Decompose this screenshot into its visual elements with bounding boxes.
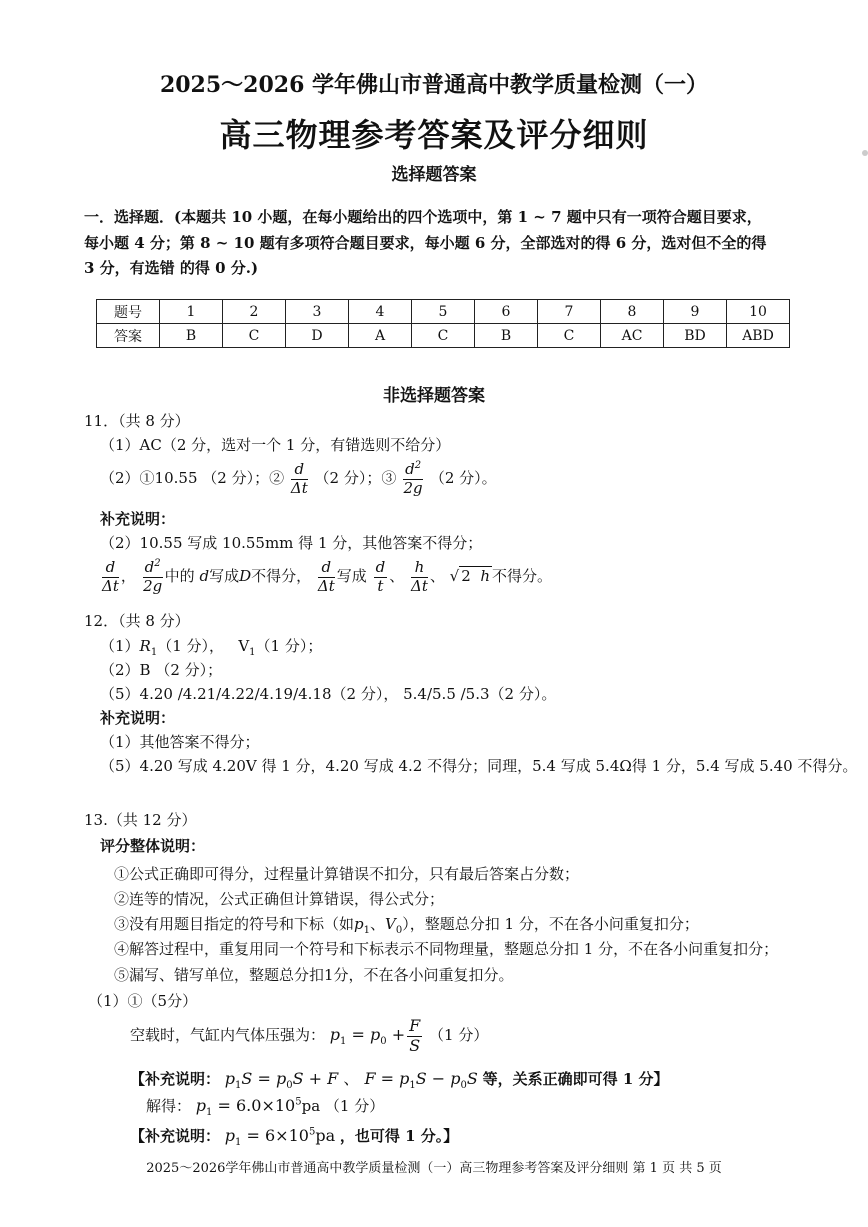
table-cell-question: 6 [475, 300, 538, 324]
text-fragment: 空载时，气缸内气体压强为： [130, 1026, 326, 1044]
q12-supplement-title: 补充说明： [100, 709, 176, 727]
choice-intro-line3: 3 分，有选错 的得 0 分.) [84, 259, 259, 277]
text-fragment: pa [315, 1126, 336, 1145]
table-cell-question: 10 [727, 300, 790, 324]
formula-d-over-dt: $\frac{d}{\Delta t}$ [317, 557, 335, 595]
text-fragment: 、 [389, 567, 405, 585]
text-fragment: 6.0×10 [236, 1096, 296, 1115]
choice-intro-line1: 一．选择题．(本题共 10 小题，在每小题给出的四个选项中，第 1 ~ 7 题中只有一项符合题目要求， [84, 208, 762, 226]
table-cell-question: 3 [286, 300, 349, 324]
text-fragment: 写成 [336, 567, 367, 585]
answer-table [96, 299, 790, 348]
q11-title: 11．（共 8 分） [84, 412, 190, 430]
q13-supplement-relation [130, 1066, 669, 1091]
q11-line2-part1: （2）①10.55 （2 分）；② [100, 469, 285, 487]
text-fragment: （1 分）； [255, 637, 323, 655]
q12-line1: $(1)R_1(1$ 分）， $V_1(1$ 分）； [100, 637, 323, 658]
q13-solution-line [146, 1095, 384, 1118]
formula-p1-value: $p_1 = 6.0\times 10^5$ [195, 1096, 302, 1119]
punctuation: ， [120, 567, 136, 585]
table-row-label: 答案 [97, 324, 160, 348]
text-fragment: 【补充说明： [130, 1127, 221, 1145]
q13-rule-2: ②连等的情况，公式正确但计算错误，得公式分； [114, 890, 445, 908]
text-fragment: （1） [100, 637, 140, 655]
table-cell-answer: D [286, 324, 349, 348]
q11-supplement-1: （2）10.55 写成 10.55mm 得 1 分，其他答案不得分； [100, 534, 483, 552]
formula-sqrt-2h: √ 2 h [449, 567, 490, 585]
table-row-label: 题号 [97, 300, 160, 324]
text-fragment: 中的 [164, 567, 195, 585]
table-cell-question: 8 [601, 300, 664, 324]
text-fragment: 、 [429, 567, 445, 585]
q13-supplement-alt [130, 1125, 458, 1148]
page-footer: 2025～2026学年佛山市普通高中教学质量检测（一）高三物理参考答案及评分细则 第 1 页 共 5 页 [146, 1161, 722, 1176]
text-fragment: （1 分）， [157, 637, 225, 655]
q11-supplement-2: $\frac{d}{\Delta t}$ ， $\frac{d^2}{2g}$ 中的 d写成D不得分， $\frac{d}{\Delta t}$ 写成 $\frac{d}{t}$ 、 $\frac{h}{\Delta t}$ 、 √ 2 h 不得分。 [102, 557, 552, 595]
table-cell-question: 4 [349, 300, 412, 324]
q11-supplement-title: 补充说明： [100, 510, 176, 528]
formula-d-over-dt: $\frac{d}{\Delta t}$ [290, 459, 308, 497]
exam-title: 2025～2026 学年佛山市普通高中教学质量检测（一） [159, 72, 709, 98]
choice-intro-line2: 每小题 4 分；第 8 ~ 10 题有多项符合题目要求，每小题 6 分，全部选对的得 6 分，选对但不全的得 [84, 234, 767, 252]
formula-force-balance: $p_1S = p_0S + F$ 、 $F = p_1S - p_0S$ [224, 1069, 478, 1092]
text-fragment: 6×10 [265, 1126, 309, 1145]
q11-line2-part2: （2 分）；③ [314, 469, 397, 487]
formula-h-over-dt: $\frac{h}{\Delta t}$ [410, 557, 428, 595]
text-fragment: （1 分） [429, 1026, 489, 1044]
q12-supplement-1: （1）其他答案不得分； [100, 733, 260, 751]
q13-rule-3: ③没有用题目指定的符号和下标（如$p_1$、$V_0$），整题总分扣 1 分，不在各小问重复扣分； [114, 915, 699, 936]
text-fragment: 不得分， [251, 567, 312, 585]
table-cell-answer: B [160, 324, 223, 348]
table-cell-question: 5 [412, 300, 475, 324]
formula-F-over-S: $\frac{F}{S}$ [409, 1015, 421, 1055]
text-fragment: 写成 [209, 567, 240, 585]
q13-rule-5: ⑤漏写、错写单位，整题总分扣1分，不在各小问重复扣分。 [114, 966, 514, 984]
text-fragment: 【补充说明： [130, 1070, 221, 1088]
formula-p1-equals: $p_1 = p_0$ + [329, 1025, 406, 1048]
q13-overall-title: 评分整体说明： [100, 837, 206, 855]
q11-line2-part3: （2 分）。 [429, 469, 497, 487]
table-cell-answer: ABD [727, 324, 790, 348]
text-fragment: ），整题总分扣 1 分，不在各小问重复扣分； [402, 915, 699, 933]
text-fragment: 等，关系正确即可得 1 分】 [482, 1070, 669, 1088]
q12-supplement-2: （5）4.20 写成 4.20V 得 1 分，4.20 写成 4.2 不得分；同理，5.4 写成 5.4Ω得 1 分，5.4 写成 5.40 不得分。 [100, 757, 858, 775]
table-cell-answer: C [412, 324, 475, 348]
table-cell-answer: C [223, 324, 286, 348]
q13-part1-title: （1）①（5分） [88, 992, 198, 1010]
table-cell-answer: A [349, 324, 412, 348]
text-fragment: 不得分。 [491, 567, 552, 585]
table-cell-answer: BD [664, 324, 727, 348]
table-cell-answer: AC [601, 324, 664, 348]
q12-title: 12．（共 8 分） [84, 612, 190, 630]
table-cell-question: 7 [538, 300, 601, 324]
q12-line3: （5）4.20 /4.21/4.22/4.19/4.18（2 分）， 5.4/5.5 /5.3（2 分）。 [100, 685, 557, 703]
q13-title: 13.（共 12 分） [84, 811, 197, 829]
text-fragment: ③没有用题目指定的符号和下标（如 [114, 915, 355, 933]
document-title: 高三物理参考答案及评分细则 [219, 116, 649, 154]
formula-d2-over-2g: $\frac{d^2}{2g}$ [403, 460, 423, 497]
text-fragment: pa （1 分） [301, 1097, 385, 1115]
text-fragment: ，也可得 1 分。】 [339, 1127, 459, 1145]
table-cell-question: 1 [160, 300, 223, 324]
text-fragment: 解得： [146, 1097, 192, 1115]
answer-table-question-row [97, 300, 790, 324]
answer-table-answer-row [97, 324, 790, 348]
q13-rule-1: ①公式正确即可得分，过程量计算错误不扣分，只有最后答案占分数； [114, 865, 580, 883]
section-title-choice: 选择题答案 [391, 165, 477, 185]
formula-d-over-t: $\frac{d}{t}$ [375, 557, 386, 595]
formula-d2-over-2g: $\frac{d^2}{2g}$ [143, 558, 163, 595]
table-cell-answer: B [475, 324, 538, 348]
formula-d-over-dt: $\frac{d}{\Delta t}$ [102, 557, 119, 595]
table-cell-answer: C [538, 324, 601, 348]
q11-line2 [100, 458, 497, 498]
formula-p1-alt-value: $p_1 = 6\times 10^5pa$ [224, 1126, 336, 1149]
q11-line1: （1）AC（2 分，选对一个 1 分，有错选则不给分） [100, 436, 451, 454]
table-cell-question: 9 [664, 300, 727, 324]
q13-rule-4: ④解答过程中，重复用同一个符号和下标表示不同物理量，整题总分扣 1 分，不在各小问重复扣分； [114, 940, 779, 958]
q13-empty-load-line [130, 1013, 488, 1064]
q12-line2: （2）B （2 分）； [100, 661, 223, 679]
table-cell-question: 2 [223, 300, 286, 324]
section-title-nonchoice: 非选择题答案 [383, 386, 485, 406]
